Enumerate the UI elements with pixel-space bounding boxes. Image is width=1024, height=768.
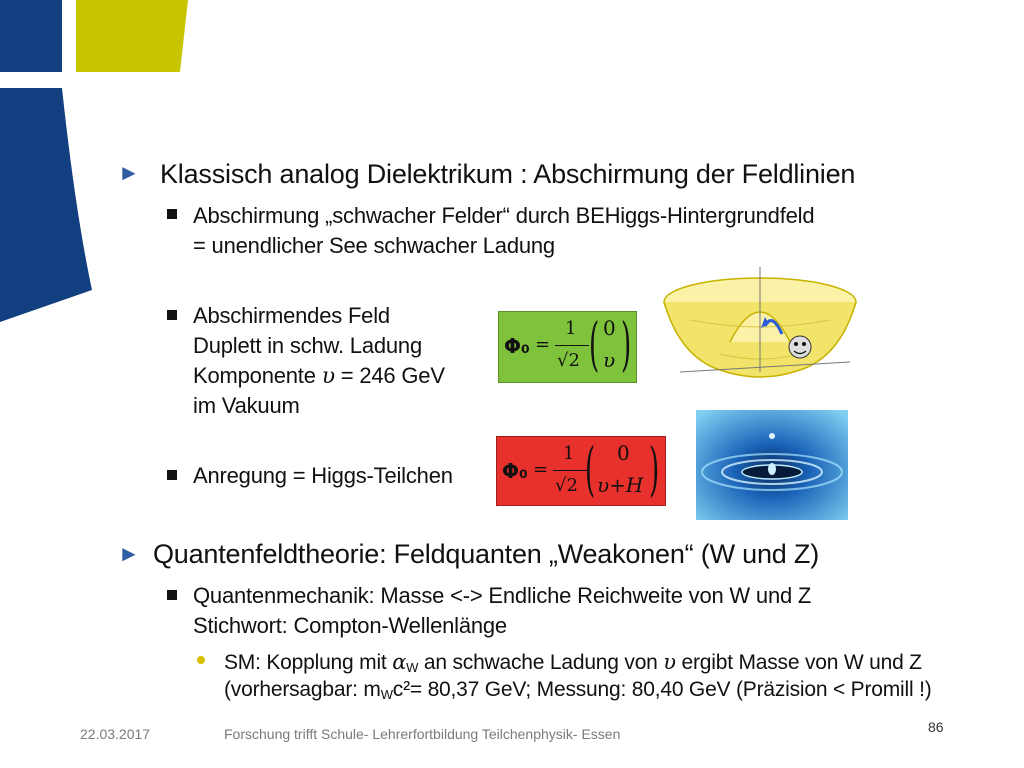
page-number: 86: [928, 719, 944, 735]
fraction-numerator: 1: [565, 318, 577, 339]
square-bullet-icon: [167, 209, 177, 219]
fraction-numerator: 1: [563, 443, 575, 464]
bullet-1: [118, 160, 140, 186]
blue-curved-shape: [0, 88, 92, 322]
square-bullet-icon: [167, 470, 177, 480]
bullet-2b-line1: SM: Kopplung mit $\alpha_W$ an schwache Ladung von υ ergibt Masse von W und Z: [224, 650, 922, 675]
arrow-bullet-icon: ►: [118, 160, 140, 185]
left-paren: (: [589, 310, 600, 378]
vector-top: 0: [603, 316, 616, 340]
fraction-bar: [555, 345, 589, 346]
vector-bottom: υ: [603, 348, 616, 372]
water-drop-image: [696, 410, 848, 520]
fraction-denominator: √2: [557, 350, 580, 371]
right-paren: ): [649, 435, 660, 503]
bullet-2a-line1: Quantenmechanik: Masse <-> Endliche Reichweite von W und Z: [193, 583, 812, 608]
vector-top: 0: [617, 441, 630, 465]
bullet-1-text: Klassisch analog Dielektrikum : Abschirmung der Feldlinien: [160, 159, 856, 189]
bullet-2-text: Quantenfeldtheorie: Feldquanten „Weakonen“ (W und Z): [153, 539, 819, 569]
left-paren: (: [585, 435, 596, 503]
bullet-2b-line2: (vorhersagbar: $m_Wc^2= 80,37$ GeV; Messung: 80,40 GeV (Präzision < Promill !): [224, 678, 932, 702]
dot-bullet-icon: [197, 656, 205, 664]
bullet-1a-line1: Abschirmung „schwacher Felder“ durch BEHiggs-Hintergrundfeld: [193, 203, 815, 228]
blue-square-shape: [0, 0, 62, 72]
bullet-2: [118, 541, 140, 567]
fraction-bar: [553, 470, 587, 471]
formula-box-red: [496, 436, 666, 506]
arrow-bullet-icon: ►: [118, 541, 140, 566]
equals-sign: =: [535, 334, 551, 355]
phi-symbol: Φ₀: [504, 334, 530, 358]
equals-sign: =: [533, 459, 549, 480]
square-bullet-icon: [167, 310, 177, 320]
bullet-1b-line4: im Vakuum: [193, 393, 300, 418]
bullet-1c-text: Anregung = Higgs-Teilchen: [193, 463, 453, 488]
vector-bottom: υ+H: [597, 473, 644, 497]
footer-title: Forschung trifft Schule- Lehrerfortbildung Teilchenphysik- Essen: [224, 726, 621, 742]
fraction-denominator: √2: [555, 475, 578, 496]
olive-block-shape: [76, 0, 188, 72]
square-bullet-icon: [167, 590, 177, 600]
right-paren: ): [621, 310, 632, 378]
bullet-1b-line3: Komponente υ = 246 GeV: [193, 363, 445, 389]
bullet-1a-line2: = unendlicher See schwacher Ladung: [193, 233, 555, 258]
formula-box-green: [498, 311, 637, 383]
footer-date: 22.03.2017: [80, 726, 151, 742]
bullet-1b-line1: Abschirmendes Feld: [193, 303, 390, 328]
bullet-1b-line2: Duplett in schw. Ladung: [193, 333, 422, 358]
phi-symbol: Φ₀: [502, 459, 528, 483]
bullet-2a-line2: Stichwort: Compton-Wellenlänge: [193, 613, 507, 638]
mexican-hat-potential-image: [660, 262, 860, 392]
